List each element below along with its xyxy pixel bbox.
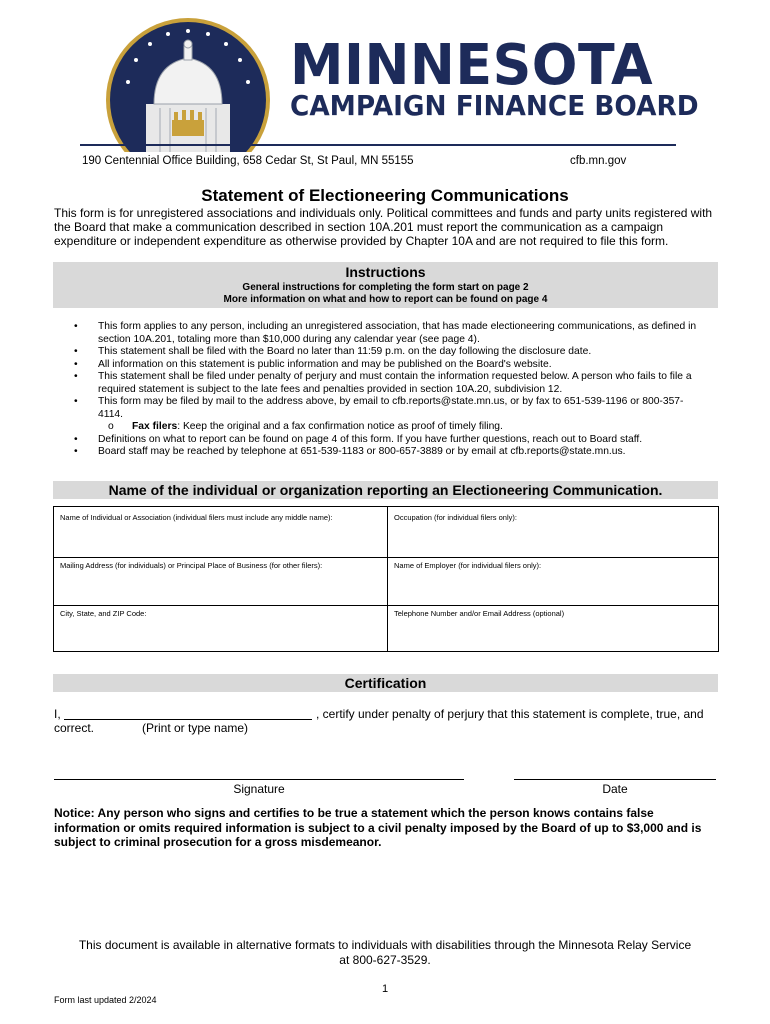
list-item: • This form applies to any person, including an unregistered association, that has made electioneering communications, as defined in section 10A.201, totaling more than $10,000 during any calendar year (see page 4).: [74, 321, 697, 345]
signature-field[interactable]: [54, 779, 464, 780]
date-label: Date: [602, 782, 628, 796]
list-item-text: This statement shall be filed under penalty of perjury and must contain the information requested below. A person who fails to file a required statement is subject to the late fees and penalties provided in section 10A.20, subdivision 12.: [98, 371, 692, 395]
list-item-text: Definitions on what to report can be found on page 4 of this form. If you have further questions, reach out to Board staff.: [98, 433, 643, 445]
instructions-banner: [53, 262, 718, 308]
occupation-field-label: Occupation (for individual filers only):: [394, 513, 517, 522]
list-item: • This statement shall be filed with the Board no later than 11:59 p.m. on the day following the disclosure date.: [74, 346, 592, 357]
fax-filers-label: Fax filers: [132, 421, 178, 432]
office-address: 190 Centennial Office Building, 658 Cedar St, St Paul, MN 55155: [82, 155, 414, 167]
list-item: • All information on this statement is public information and may be published on the Board's website.: [74, 358, 552, 370]
certification-heading: Certification: [344, 675, 427, 691]
instructions-page2-note: General instructions for completing the form start on page 2: [242, 282, 529, 293]
sub-bullet-marker: o: [108, 421, 114, 432]
form-updated-date: Form last updated 2/2024: [54, 995, 157, 1005]
penalty-notice: Notice: Any person who signs and certifies to be true a statement which the person knows contains false information or omits required information is subject to a civil penalty imposed by the Board of up to $3,000 and is subject to criminal prosecution for a gross misdemeanor.: [54, 806, 702, 849]
fax-filers-text: : Keep the original and a fax confirmation notice as proof of timely filing.: [177, 421, 503, 432]
relay-service-line: at 800-627-3529.: [339, 953, 431, 967]
brand-subtitle: CAMPAIGN FINANCE BOARD: [290, 89, 699, 122]
brand-title: MINNESOTA: [290, 33, 654, 98]
form-title: Statement of Electioneering Communications: [201, 186, 569, 205]
reporter-info-grid: [53, 506, 719, 652]
instructions-heading: Instructions: [345, 264, 426, 280]
list-item: • Board staff may be reached by telephone at 651-539-1183 or 800-657-3889 or by email at cfb.reports@state.mn.us.: [74, 446, 626, 457]
header-divider: [80, 144, 676, 146]
list-item-text: This statement shall be filed with the Board no later than 11:59 p.m. on the day following the disclosure date.: [98, 346, 592, 357]
date-field[interactable]: [514, 779, 716, 780]
list-item-text: This form applies to any person, including an unregistered association, that has made electioneering communications, as defined in section 10A.201, totaling more than $10,000 during any calendar year (see page 4).: [98, 321, 697, 345]
certification-banner: [53, 674, 718, 692]
occupation-field[interactable]: [388, 507, 719, 557]
certification-correct: correct.: [54, 721, 95, 735]
instructions-list: [74, 321, 704, 459]
reporter-heading: Name of the individual or organization reporting an Electioneering Communication.: [108, 482, 663, 498]
city-state-zip-field[interactable]: [54, 603, 387, 651]
page-number: 1: [381, 983, 389, 995]
employer-field-label: Name of Employer (for individual filers only):: [394, 561, 542, 570]
alternative-formats-line: This document is available in alternative formats to individuals with disabilities through the Minnesota Relay Service: [78, 938, 692, 952]
capitol-seal-logo: [88, 12, 288, 152]
list-item: • This statement shall be filed under penalty of perjury and must contain the information requested below. A person who fails to file a required statement is subject to the late fees and penalties provided in section 10A.20, subdivision 12.: [74, 371, 692, 395]
list-item-text: This form may be filed by mail to the address above, by email to cfb.reports@state.mn.us, or by fax to 651-539-1196 or 800-357-4114.: [98, 396, 684, 420]
list-item: • This form may be filed by mail to the address above, by email to cfb.reports@state.mn.us, or by fax to 651-539-1196 or 800-357-4114.: [74, 396, 684, 420]
name-field-label: Name of Individual or Association (individual filers must include any middle name):: [60, 513, 333, 522]
certification-statement: , certify under penalty of perjury that this statement is complete, true, and: [316, 707, 704, 721]
list-item: • Definitions on what to report can be found on page 4 of this form. If you have further questions, reach out to Board staff.: [74, 433, 643, 445]
website-link[interactable]: cfb.mn.gov: [570, 155, 627, 167]
contact-field-label: Telephone Number and/or Email Address (optional): [394, 609, 565, 618]
printed-name-field[interactable]: [64, 719, 312, 720]
print-name-caption: (Print or type name): [142, 721, 249, 735]
intro-paragraph: This form is for unregistered associations and individuals only. Political committees and funds and party units registered with the Board that make a communication described in section 10A.201 must report the communication as a campaign expenditure or independent expenditure as otherwise provided by Chapter 10A and are not required to file this form.: [54, 206, 713, 248]
contact-field[interactable]: [388, 603, 719, 651]
alternative-formats-note: [40, 938, 730, 968]
reporter-banner: [53, 481, 718, 499]
name-field[interactable]: [54, 507, 387, 557]
certification-i-label: I,: [54, 707, 61, 721]
signature-label: Signature: [233, 782, 285, 796]
sub-list-item: [74, 421, 704, 434]
city-state-zip-field-label: City, State, and ZIP Code:: [60, 609, 147, 618]
list-item-text: All information on this statement is public information and may be published on the Board's website.: [98, 358, 552, 370]
instructions-page4-note: More information on what and how to report can be found on page 4: [223, 294, 548, 305]
mailing-address-field-label: Mailing Address (for individuals) or Principal Place of Business (for other filers):: [60, 561, 323, 570]
employer-field[interactable]: [388, 555, 719, 605]
mailing-address-field[interactable]: [54, 555, 387, 605]
list-item-text: Board staff may be reached by telephone at 651-539-1183 or 800-657-3889 or by email at cfb.reports@state.mn.us.: [98, 446, 626, 457]
